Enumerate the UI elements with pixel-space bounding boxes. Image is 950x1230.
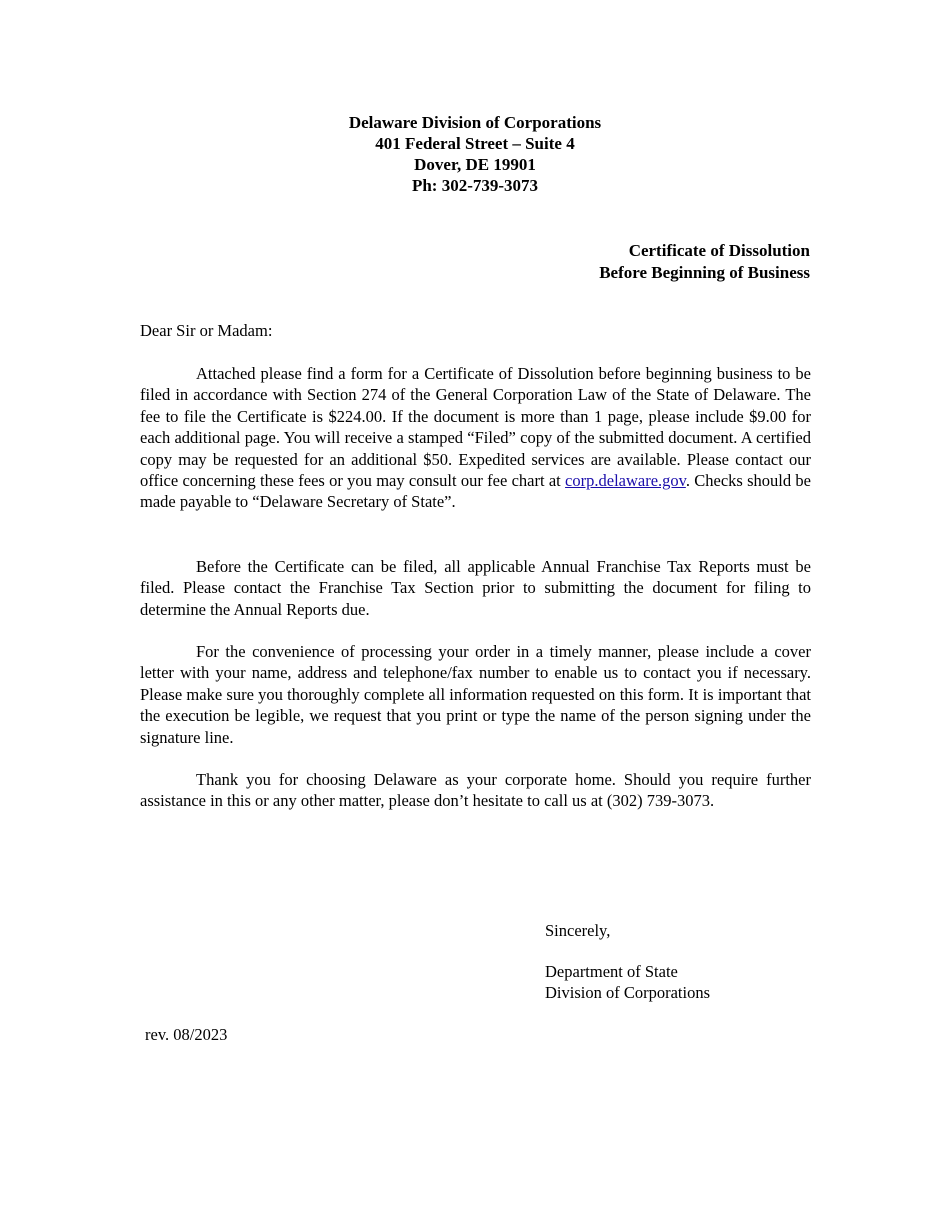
signature-division: Division of Corporations [545,982,710,1002]
salutation: Dear Sir or Madam: [140,321,273,340]
revision-date: rev. 08/2023 [145,1025,228,1044]
signature-block [545,962,710,1003]
paragraph-thank-you-text: Thank you for choosing Delaware as your corporate home. Should you require further assistance in this or any other matter, please don’t hesitate to call us at (302) 739-3073. [140,770,811,811]
paragraph-fees-text: Attached please find a form for a Certificate of Dissolution before beginning business to be filed in accordance with Section 274 of the General Corporation Law of the State of Delaware. The fee to file the Certificate is $224.00. If the document is more than 1 page, please include $9.00 for each additional page. You will receive a stamped “Filed” copy of the submitted document. A certified copy may be requested for an additional $50. Expedited services are available. Please contact our office concerning these fees or you may consult our fee chart at [140,364,811,491]
paragraph-fees-text-end: . Checks should be made payable to “Delaware Secretary of State”. [140,471,811,512]
organization-name: Delaware Division of Corporations [348,113,602,132]
paragraph-thank-you [140,769,811,812]
paragraph-cover-letter-text: For the convenience of processing your order in a timely manner, please include a cover letter with your name, address and telephone/fax number to enable us to contact you if necessary. Please make sure you thoroughly complete all information requested on this form. It is important that the execution be legible, we request that you print or type the name of the person signing under the signature line. [140,642,811,747]
paragraph-franchise-tax [140,556,811,620]
letterhead [0,112,950,196]
paragraph-cover-letter [140,641,811,748]
title-line-1: Certificate of Dissolution [628,241,810,260]
phone-number: Ph: 302-739-3073 [411,176,539,195]
street-address: 401 Federal Street – Suite 4 [375,134,575,153]
closing: Sincerely, [545,921,611,940]
signature-department: Department of State [545,962,678,981]
city-state-zip: Dover, DE 19901 [414,155,536,174]
corp-delaware-link[interactable]: corp.delaware.gov [565,471,686,491]
paragraph-franchise-tax-text: Before the Certificate can be filed, all applicable Annual Franchise Tax Reports must be filed. Please contact the Franchise Tax Section prior to submitting the document for filing to determine the Annual Reports due. [140,557,811,619]
title-line-2: Before Beginning of Business [599,263,810,282]
document-title [599,240,810,284]
paragraph-fees [140,363,811,513]
